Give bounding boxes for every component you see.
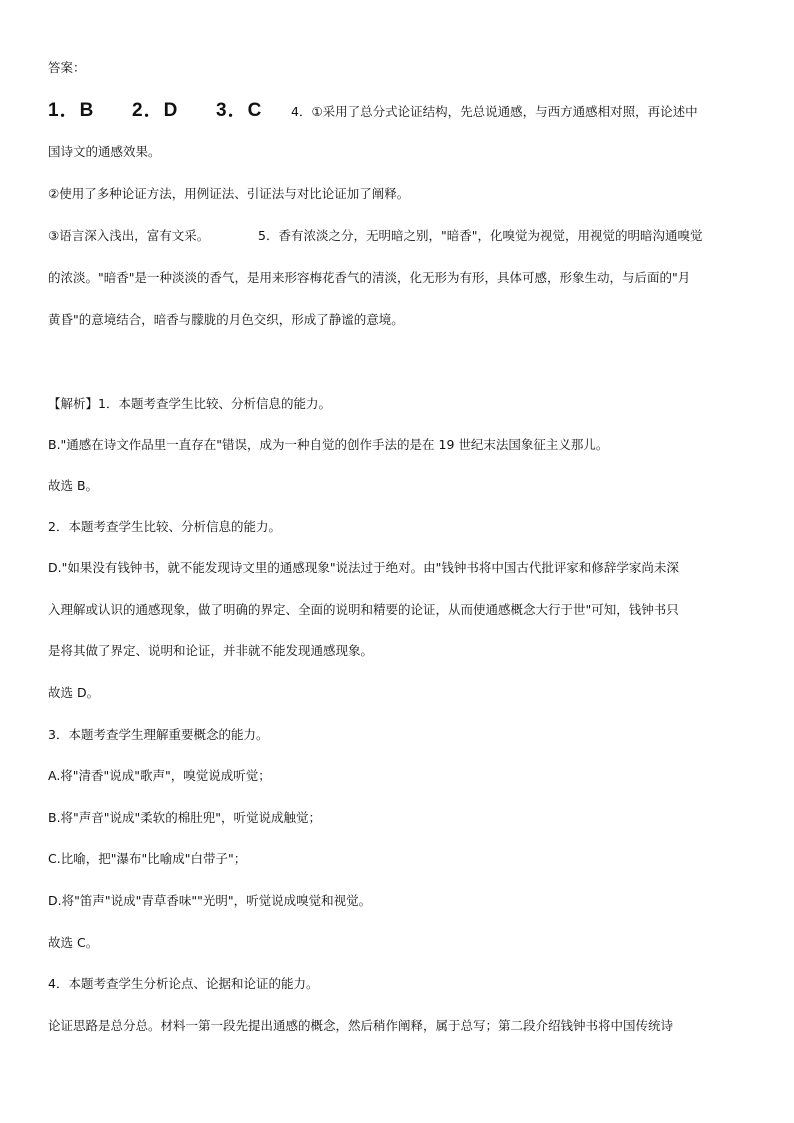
analysis-line: D.将"笛声"说成"青草香味""光明"，听觉说成嗅觉和视觉。 (48, 893, 372, 908)
answer-1: 1．B (48, 100, 95, 121)
answer-5-start: 5．香有浓淡之分，无明暗之别，"暗香"，化嗅觉为视觉，用视觉的明暗沟通嗅觉 (258, 228, 703, 243)
analysis-line: 4．本题考查学生分析论点、论据和论证的能力。 (48, 976, 319, 991)
answer-label: 答案： (48, 60, 86, 75)
analysis-line: 论证思路是总分总。材料一第一段先提出通感的概念，然后稍作阐释，属于总写；第二段介绍钱钟书将中国传统诗 (48, 1018, 674, 1033)
analysis-line: 2．本题考查学生比较、分析信息的能力。 (48, 519, 281, 534)
analysis-line: C.比喻，把"瀑布"比喻成"白带子"； (48, 851, 247, 866)
analysis-line: 是将其做了界定、说明和论证，并非就不能发现通感现象。 (48, 643, 374, 658)
analysis-line: 故选 D。 (48, 685, 100, 700)
analysis-line: 故选 B。 (48, 478, 99, 493)
analysis-line: D."如果没有钱钟书，就不能发现诗文里的通感现象"说法过于绝对。由"钱钟书将中国古代批评家和修辞学家尚未深 (48, 560, 679, 575)
analysis-line: 故选 C。 (48, 935, 99, 950)
answer-4-continuation: 国诗文的通感效果。 (48, 144, 161, 159)
answer-5-continuation-1: 的浓淡。"暗香"是一种淡淡的香气，是用来形容梅花香气的清淡，化无形为有形，具体可感，形象生动，与后面的"月 (48, 270, 691, 285)
analysis-heading: 【解析】1．本题考查学生比较、分析信息的能力。 (48, 396, 331, 411)
analysis-line: B."通感在诗文作品里一直存在"错误，成为一种自觉的创作手法的是在 19 世纪末法国象征主义那儿。 (48, 437, 609, 452)
answer-5-continuation-2: 黄昏"的意境结合，暗香与朦胧的月色交织，形成了静谧的意境。 (48, 312, 404, 327)
answers-row (48, 100, 748, 124)
analysis-line: 入理解或认识的通感现象，做了明确的界定、全面的说明和精要的论证，从而使通感概念大行于世"可知，钱钟书只 (48, 602, 679, 617)
answer-3: 3．C (216, 100, 263, 121)
answer-4-point-2: ②使用了多种论证方法，用例证法、引证法与对比论证加了阐释。 (48, 186, 410, 201)
analysis-line: 3．本题考查学生理解重要概念的能力。 (48, 727, 269, 742)
answer-2: 2．D (132, 100, 179, 121)
answer-4-point-3-row (48, 228, 748, 244)
analysis-line: A.将"清香"说成"歌声"，嗅觉说成听觉； (48, 768, 271, 783)
answer-4-start: 4．①采用了总分式论证结构，先总说通感，与西方通感相对照，再论述中 (291, 104, 698, 119)
answer-4-point-3: ③语言深入浅出，富有文采。 (48, 228, 210, 243)
analysis-line: B.将"声音"说成"柔软的棉肚兜"，听觉说成触觉； (48, 810, 322, 825)
